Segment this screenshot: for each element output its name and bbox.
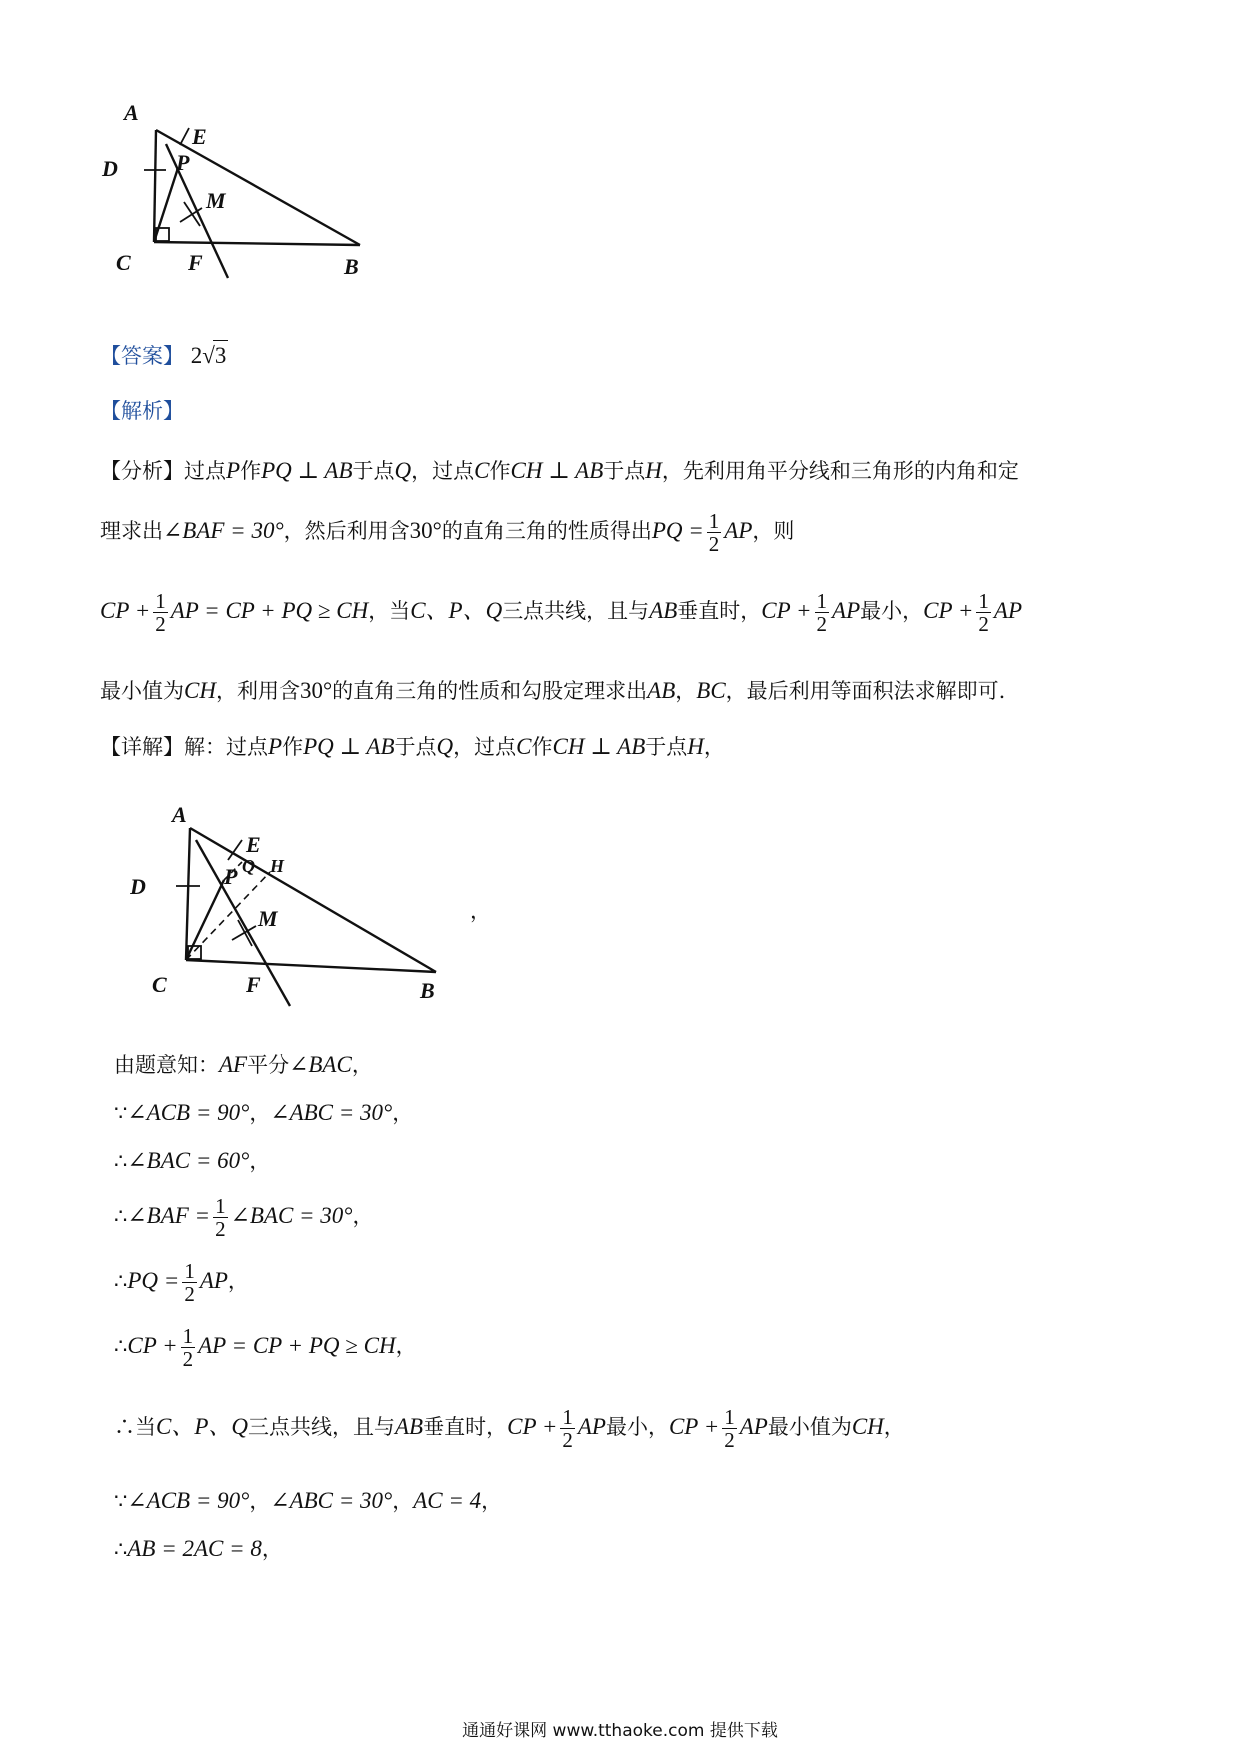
text: ，过点: [453, 735, 517, 759]
label-a: A: [124, 100, 139, 125]
text: 最小值为: [100, 679, 184, 703]
text: 作: [531, 735, 553, 759]
math: PQ =: [127, 1268, 180, 1293]
text: ，: [675, 679, 697, 703]
text: 的直角三角的性质得出: [441, 519, 652, 543]
label-m: M: [206, 188, 226, 213]
fenxi-line-2: [100, 510, 794, 555]
fraction-half: [976, 590, 991, 635]
step-9: [114, 1534, 283, 1564]
math: ∠BAC: [289, 1052, 352, 1077]
math: PQ ⊥ AB: [303, 734, 395, 759]
text: ，当: [368, 599, 411, 623]
text: ，: [261, 1537, 283, 1561]
xiangjie-line-1: [100, 732, 725, 762]
math: BC: [696, 678, 726, 703]
label-b: B: [420, 978, 435, 1003]
frac-den: 2: [562, 1428, 573, 1452]
label-m: M: [258, 906, 278, 931]
text: ，: [249, 1489, 271, 1513]
text: ，: [883, 1415, 905, 1439]
math: AB: [395, 1414, 424, 1439]
text: ∴: [114, 1149, 128, 1173]
text: ∴: [114, 1204, 128, 1228]
frac-den: 2: [724, 1428, 735, 1452]
math: AB: [647, 678, 676, 703]
text: ∴当: [114, 1415, 156, 1439]
fraction-half: [153, 590, 168, 635]
frac-num: 1: [182, 1324, 194, 1348]
answer-tag: 【答案】: [100, 344, 184, 368]
frac-den: 2: [215, 1217, 226, 1241]
analysis-tag: 【解析】: [100, 399, 184, 423]
math: AP: [577, 1414, 606, 1439]
text: 作: [489, 459, 511, 483]
math: ∠ABC = 30°: [270, 1100, 393, 1125]
text: ∴: [114, 1537, 128, 1561]
text: ，: [352, 1204, 374, 1228]
text: ，: [351, 1053, 373, 1077]
math: PQ ⊥ AB: [261, 458, 353, 483]
fraction-half: [182, 1260, 197, 1305]
frac-den: 2: [184, 1282, 195, 1306]
math: AB = 2AC = 8: [127, 1536, 262, 1561]
math: AF: [219, 1052, 248, 1077]
fraction-half: [213, 1195, 228, 1240]
text: 三点共线，且与: [502, 599, 650, 623]
text: ，: [395, 1334, 417, 1358]
page-footer: 通通好课网 www.tthaoke.com 提供下载: [462, 1721, 778, 1741]
math: CH ⊥ AB: [510, 458, 604, 483]
text: ，: [249, 1149, 271, 1173]
label-c: C: [152, 972, 167, 997]
fraction-half: [815, 590, 830, 635]
text: ，: [481, 1489, 503, 1513]
text: 解：过点: [184, 735, 268, 759]
figure2-trailing-comma: ，: [470, 899, 491, 923]
label-a: A: [172, 802, 187, 827]
text: 作: [240, 459, 262, 483]
frac-num: 1: [155, 589, 166, 613]
math: 30°: [299, 678, 333, 703]
frac-den: 2: [155, 612, 166, 636]
text: ，: [227, 1269, 249, 1293]
frac-num: 1: [708, 509, 720, 533]
math: ∠ACB = 90°: [127, 1100, 250, 1125]
math: C: [474, 458, 490, 483]
frac-num: 1: [184, 1259, 195, 1283]
text: 最小，: [605, 1415, 669, 1439]
fenxi-line-1: [100, 456, 1019, 486]
fraction-half: [707, 510, 722, 555]
math: AP: [993, 598, 1023, 623]
fraction-half: [181, 1325, 196, 1370]
math: AP: [199, 1268, 228, 1293]
step-4: [114, 1195, 374, 1240]
answer-line: 【答案】 2√3: [100, 340, 228, 371]
math: H: [687, 734, 704, 759]
math: ∠BAF =: [127, 1203, 211, 1228]
text: 过点: [184, 459, 226, 483]
math: AP: [832, 598, 861, 623]
fenxi-line-3: [100, 590, 1022, 635]
math: CP +: [761, 598, 812, 623]
fraction-half: [722, 1406, 737, 1451]
text: 平分: [247, 1053, 290, 1077]
triangle-figure-2: [130, 800, 470, 1020]
text: ∵: [114, 1101, 128, 1125]
math: Q: [436, 734, 454, 759]
frac-num: 1: [724, 1405, 735, 1429]
answer-rad: 3: [213, 340, 229, 371]
math: Q: [394, 458, 412, 483]
math: PQ =: [651, 518, 704, 543]
text: ，利用含: [215, 679, 300, 703]
text: 最小值为: [767, 1415, 852, 1439]
label-p: P: [176, 150, 190, 175]
math: CP +: [923, 598, 974, 623]
text: 于点: [352, 459, 395, 483]
text: ∴: [114, 1269, 128, 1293]
step-6: [114, 1325, 417, 1370]
math: CH ⊥ AB: [552, 734, 646, 759]
step-8: [114, 1486, 502, 1516]
math: CP +: [668, 1414, 720, 1439]
label-q: Q: [242, 856, 255, 876]
label-c: C: [116, 250, 131, 275]
text: ∵: [114, 1489, 128, 1513]
step-3: [114, 1146, 270, 1176]
math: ∠ACB = 90°: [127, 1488, 250, 1513]
frac-den: 2: [978, 612, 989, 636]
fenxi-line-4: [100, 676, 1005, 706]
math: AP = CP + PQ ≥ CH: [198, 1333, 396, 1358]
math: AP: [739, 1414, 768, 1439]
step-7: [114, 1406, 905, 1451]
math: CP +: [127, 1333, 178, 1358]
text: ，最后利用等面积法求解即可.: [725, 679, 1006, 703]
math: P: [226, 458, 241, 483]
text: 于点: [603, 459, 646, 483]
text: 理求出: [100, 519, 163, 543]
text: ，先利用角平分线和三角形的内角和定: [661, 459, 1019, 483]
text: 于点: [394, 735, 437, 759]
text: ，过点: [411, 459, 475, 483]
frac-num: 1: [978, 589, 989, 613]
text: 垂直时，: [677, 599, 762, 623]
math: CH: [184, 678, 216, 703]
math: ∠BAC = 30°: [230, 1203, 353, 1228]
label-d: D: [130, 874, 146, 899]
label-f: F: [246, 972, 261, 997]
label-b: B: [344, 254, 359, 279]
frac-num: 1: [215, 1194, 226, 1218]
label-f: F: [188, 250, 203, 275]
label-d: D: [102, 156, 118, 181]
step-2: [114, 1098, 413, 1128]
math: 30°: [409, 518, 442, 543]
math: H: [645, 458, 662, 483]
text: 由题意知：: [114, 1053, 219, 1077]
label-p: P: [224, 864, 238, 889]
math: AP: [724, 518, 753, 543]
frac-den: 2: [708, 532, 720, 556]
math: C: [516, 734, 532, 759]
math: C、P、Q: [410, 598, 503, 623]
math: CH: [851, 1414, 884, 1439]
frac-num: 1: [562, 1405, 573, 1429]
math: CP +: [507, 1414, 558, 1439]
math: AP = CP + PQ ≥ CH: [170, 598, 369, 623]
text: ，: [249, 1101, 271, 1125]
fenxi-tag: 【分析】: [100, 459, 184, 483]
text: ，: [392, 1101, 414, 1125]
text: ∴: [114, 1334, 128, 1358]
text: ，: [703, 735, 725, 759]
math: ∠ABC = 30°: [270, 1488, 393, 1513]
math: AC = 4: [413, 1488, 482, 1513]
text: 的直角三角的性质和勾股定理求出: [332, 679, 648, 703]
frac-den: 2: [182, 1347, 194, 1371]
math: C、P、Q: [156, 1414, 248, 1439]
text: ，然后利用含: [283, 519, 410, 543]
fraction-half: [560, 1406, 575, 1451]
label-h: H: [270, 856, 285, 876]
step-5: [114, 1260, 249, 1305]
answer-coef: 2: [190, 343, 203, 368]
step-1: [114, 1050, 373, 1080]
math: CP +: [100, 598, 151, 623]
xiangjie-tag: 【详解】: [100, 735, 184, 759]
frac-num: 1: [816, 589, 828, 613]
text: ，则: [752, 519, 795, 543]
text: 于点: [645, 735, 688, 759]
label-e: E: [246, 832, 261, 857]
text: 作: [282, 735, 304, 759]
triangle-figure-1: [100, 90, 430, 315]
text: 最小，: [860, 599, 924, 623]
text: ，: [392, 1489, 414, 1513]
math: ∠BAF = 30°: [163, 518, 284, 543]
math: AB: [649, 598, 678, 623]
text: 垂直时，: [423, 1415, 508, 1439]
math: ∠BAC = 60°: [127, 1148, 250, 1173]
text: 三点共线，且与: [248, 1415, 395, 1439]
label-e: E: [192, 124, 207, 149]
frac-den: 2: [816, 612, 828, 636]
math: P: [268, 734, 283, 759]
